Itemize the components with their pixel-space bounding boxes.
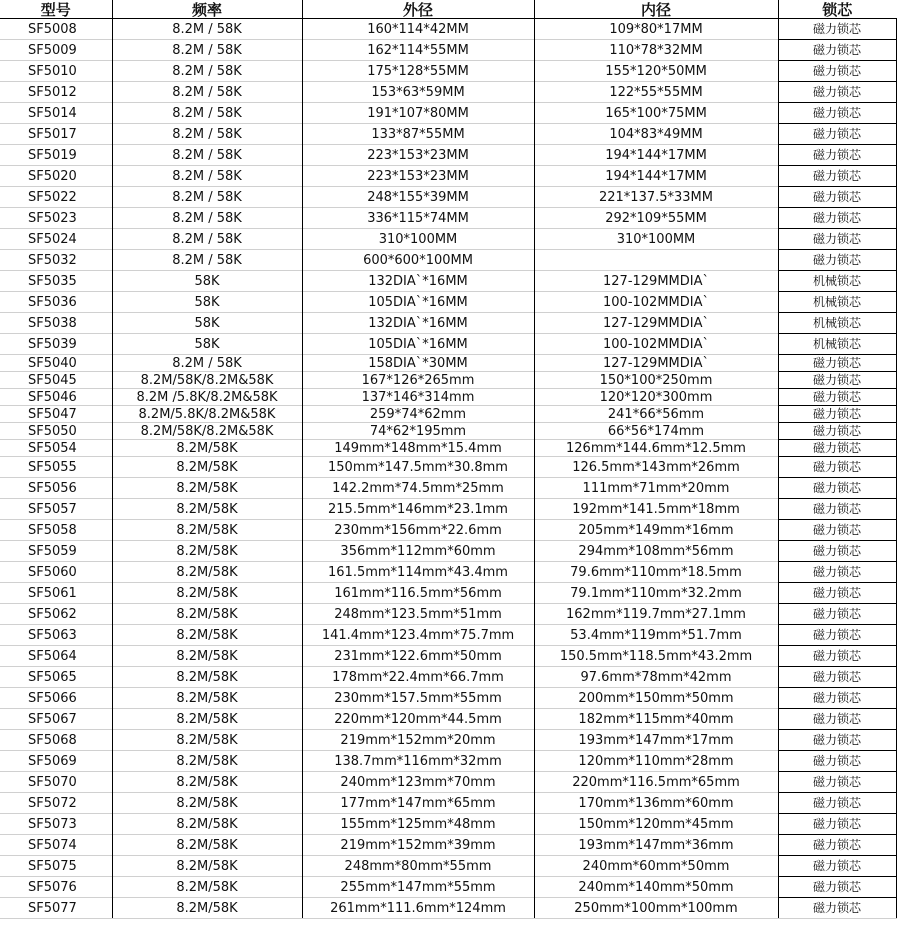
cell-frequency: 8.2M / 58K	[112, 19, 302, 40]
cell-frequency: 58K	[112, 313, 302, 334]
cell-lock-core: 磁力锁芯	[778, 499, 896, 520]
table-row	[0, 61, 896, 82]
table-row	[0, 478, 896, 499]
table-row	[0, 793, 896, 814]
cell-lock-core: 磁力锁芯	[778, 103, 896, 124]
cell-outer-dimensions: 215.5mm*146mm*23.1mm	[302, 499, 534, 520]
cell-inner-dimensions: 250mm*100mm*100mm	[534, 898, 778, 919]
cell-lock-core: 磁力锁芯	[778, 625, 896, 646]
cell-frequency: 8.2M/58K	[112, 541, 302, 562]
cell-outer-dimensions: 178mm*22.4mm*66.7mm	[302, 667, 534, 688]
cell-model: SF5060	[0, 562, 112, 583]
cell-outer-dimensions: 160*114*42MM	[302, 19, 534, 40]
cell-inner-dimensions: 170mm*136mm*60mm	[534, 793, 778, 814]
cell-model: SF5017	[0, 124, 112, 145]
table-row	[0, 604, 896, 625]
cell-lock-core: 机械锁芯	[778, 313, 896, 334]
cell-inner-dimensions: 126.5mm*143mm*26mm	[534, 457, 778, 478]
table-row	[0, 334, 896, 355]
cell-inner-dimensions: 182mm*115mm*40mm	[534, 709, 778, 730]
cell-frequency: 8.2M/58K	[112, 604, 302, 625]
cell-inner-dimensions: 126mm*144.6mm*12.5mm	[534, 440, 778, 457]
cell-outer-dimensions: 248mm*80mm*55mm	[302, 856, 534, 877]
cell-model: SF5039	[0, 334, 112, 355]
cell-frequency: 8.2M/58K/8.2M&58K	[112, 423, 302, 440]
cell-outer-dimensions: 177mm*147mm*65mm	[302, 793, 534, 814]
cell-frequency: 8.2M/58K	[112, 856, 302, 877]
cell-model: SF5074	[0, 835, 112, 856]
cell-outer-dimensions: 142.2mm*74.5mm*25mm	[302, 478, 534, 499]
table-row	[0, 406, 896, 423]
cell-outer-dimensions: 141.4mm*123.4mm*75.7mm	[302, 625, 534, 646]
cell-lock-core: 机械锁芯	[778, 292, 896, 313]
cell-lock-core: 磁力锁芯	[778, 423, 896, 440]
cell-outer-dimensions: 155mm*125mm*48mm	[302, 814, 534, 835]
cell-inner-dimensions: 221*137.5*33MM	[534, 187, 778, 208]
cell-outer-dimensions: 74*62*195mm	[302, 423, 534, 440]
cell-outer-dimensions: 191*107*80MM	[302, 103, 534, 124]
cell-outer-dimensions: 231mm*122.6mm*50mm	[302, 646, 534, 667]
table-row	[0, 814, 896, 835]
cell-inner-dimensions: 79.1mm*110mm*32.2mm	[534, 583, 778, 604]
cell-model: SF5036	[0, 292, 112, 313]
cell-lock-core: 机械锁芯	[778, 271, 896, 292]
cell-frequency: 58K	[112, 334, 302, 355]
table-row	[0, 124, 896, 145]
cell-outer-dimensions: 230mm*156mm*22.6mm	[302, 520, 534, 541]
cell-lock-core: 磁力锁芯	[778, 856, 896, 877]
cell-outer-dimensions: 158DIA`*30MM	[302, 355, 534, 372]
table-row	[0, 440, 896, 457]
cell-model: SF5069	[0, 751, 112, 772]
cell-lock-core: 磁力锁芯	[778, 19, 896, 40]
cell-lock-core: 磁力锁芯	[778, 688, 896, 709]
table-row	[0, 751, 896, 772]
cell-inner-dimensions: 241*66*56mm	[534, 406, 778, 423]
table-row	[0, 423, 896, 440]
cell-frequency: 8.2M/58K	[112, 772, 302, 793]
cell-inner-dimensions: 240mm*140mm*50mm	[534, 877, 778, 898]
cell-model: SF5061	[0, 583, 112, 604]
cell-outer-dimensions: 261mm*111.6mm*124mm	[302, 898, 534, 919]
cell-outer-dimensions: 248mm*123.5mm*51mm	[302, 604, 534, 625]
cell-lock-core: 磁力锁芯	[778, 40, 896, 61]
table-row	[0, 772, 896, 793]
table-row	[0, 730, 896, 751]
cell-frequency: 8.2M /5.8K/8.2M&58K	[112, 389, 302, 406]
cell-model: SF5038	[0, 313, 112, 334]
cell-outer-dimensions: 223*153*23MM	[302, 145, 534, 166]
cell-model: SF5063	[0, 625, 112, 646]
table-row	[0, 856, 896, 877]
cell-frequency: 8.2M/58K	[112, 520, 302, 541]
cell-lock-core: 磁力锁芯	[778, 646, 896, 667]
table-header	[0, 0, 896, 19]
cell-model: SF5064	[0, 646, 112, 667]
cell-model: SF5070	[0, 772, 112, 793]
cell-outer-dimensions: 220mm*120mm*44.5mm	[302, 709, 534, 730]
cell-lock-core: 磁力锁芯	[778, 61, 896, 82]
cell-inner-dimensions: 220mm*116.5mm*65mm	[534, 772, 778, 793]
cell-model: SF5056	[0, 478, 112, 499]
cell-inner-dimensions: 292*109*55MM	[534, 208, 778, 229]
cell-frequency: 8.2M / 58K	[112, 103, 302, 124]
cell-lock-core: 磁力锁芯	[778, 124, 896, 145]
cell-inner-dimensions: 127-129MMDIA`	[534, 355, 778, 372]
cell-frequency: 8.2M / 58K	[112, 124, 302, 145]
cell-lock-core: 磁力锁芯	[778, 406, 896, 423]
cell-model: SF5067	[0, 709, 112, 730]
cell-outer-dimensions: 255mm*147mm*55mm	[302, 877, 534, 898]
cell-outer-dimensions: 230mm*157.5mm*55mm	[302, 688, 534, 709]
cell-lock-core: 磁力锁芯	[778, 709, 896, 730]
cell-lock-core: 磁力锁芯	[778, 898, 896, 919]
table-row	[0, 898, 896, 919]
cell-frequency: 8.2M/58K	[112, 625, 302, 646]
table-row	[0, 709, 896, 730]
cell-model: SF5008	[0, 19, 112, 40]
cell-lock-core: 磁力锁芯	[778, 667, 896, 688]
cell-lock-core: 磁力锁芯	[778, 166, 896, 187]
cell-model: SF5054	[0, 440, 112, 457]
table-row	[0, 389, 896, 406]
cell-outer-dimensions: 150mm*147.5mm*30.8mm	[302, 457, 534, 478]
cell-inner-dimensions: 162mm*119.7mm*27.1mm	[534, 604, 778, 625]
cell-inner-dimensions: 294mm*108mm*56mm	[534, 541, 778, 562]
table-row	[0, 40, 896, 61]
cell-frequency: 8.2M / 58K	[112, 61, 302, 82]
cell-inner-dimensions: 122*55*55MM	[534, 82, 778, 103]
header-lock-core: 锁芯	[778, 0, 896, 19]
cell-lock-core: 磁力锁芯	[778, 877, 896, 898]
cell-inner-dimensions	[534, 250, 778, 271]
cell-outer-dimensions: 259*74*62mm	[302, 406, 534, 423]
cell-outer-dimensions: 137*146*314mm	[302, 389, 534, 406]
cell-lock-core: 磁力锁芯	[778, 389, 896, 406]
cell-frequency: 8.2M/58K	[112, 814, 302, 835]
cell-model: SF5066	[0, 688, 112, 709]
cell-model: SF5059	[0, 541, 112, 562]
cell-inner-dimensions: 127-129MMDIA`	[534, 271, 778, 292]
header-model: 型号	[0, 0, 112, 19]
cell-frequency: 8.2M/58K	[112, 440, 302, 457]
table-row	[0, 250, 896, 271]
table-row	[0, 313, 896, 334]
cell-frequency: 8.2M / 58K	[112, 250, 302, 271]
cell-model: SF5046	[0, 389, 112, 406]
cell-model: SF5047	[0, 406, 112, 423]
cell-inner-dimensions: 200mm*150mm*50mm	[534, 688, 778, 709]
header-row	[0, 0, 896, 19]
cell-lock-core: 磁力锁芯	[778, 187, 896, 208]
table-row	[0, 82, 896, 103]
cell-outer-dimensions: 162*114*55MM	[302, 40, 534, 61]
cell-model: SF5032	[0, 250, 112, 271]
cell-lock-core: 机械锁芯	[778, 334, 896, 355]
cell-outer-dimensions: 219mm*152mm*20mm	[302, 730, 534, 751]
cell-outer-dimensions: 161.5mm*114mm*43.4mm	[302, 562, 534, 583]
cell-outer-dimensions: 240mm*123mm*70mm	[302, 772, 534, 793]
cell-frequency: 8.2M/58K	[112, 478, 302, 499]
cell-model: SF5062	[0, 604, 112, 625]
cell-model: SF5065	[0, 667, 112, 688]
header-inner-dimensions: 内径	[534, 0, 778, 19]
cell-lock-core: 磁力锁芯	[778, 355, 896, 372]
table-row	[0, 667, 896, 688]
cell-model: SF5057	[0, 499, 112, 520]
table-row	[0, 625, 896, 646]
cell-frequency: 58K	[112, 292, 302, 313]
table-row	[0, 145, 896, 166]
cell-model: SF5045	[0, 372, 112, 389]
cell-inner-dimensions: 310*100MM	[534, 229, 778, 250]
cell-frequency: 8.2M / 58K	[112, 40, 302, 61]
cell-model: SF5019	[0, 145, 112, 166]
cell-inner-dimensions: 165*100*75MM	[534, 103, 778, 124]
cell-lock-core: 磁力锁芯	[778, 145, 896, 166]
cell-frequency: 8.2M/58K	[112, 457, 302, 478]
cell-lock-core: 磁力锁芯	[778, 372, 896, 389]
cell-lock-core: 磁力锁芯	[778, 520, 896, 541]
cell-inner-dimensions: 192mm*141.5mm*18mm	[534, 499, 778, 520]
cell-outer-dimensions: 132DIA`*16MM	[302, 271, 534, 292]
cell-frequency: 8.2M/58K	[112, 709, 302, 730]
cell-inner-dimensions: 53.4mm*119mm*51.7mm	[534, 625, 778, 646]
cell-inner-dimensions: 120*120*300mm	[534, 389, 778, 406]
cell-outer-dimensions: 153*63*59MM	[302, 82, 534, 103]
cell-frequency: 8.2M/5.8K/8.2M&58K	[112, 406, 302, 423]
cell-outer-dimensions: 133*87*55MM	[302, 124, 534, 145]
table-row	[0, 877, 896, 898]
cell-model: SF5050	[0, 423, 112, 440]
cell-model: SF5040	[0, 355, 112, 372]
cell-outer-dimensions: 161mm*116.5mm*56mm	[302, 583, 534, 604]
cell-inner-dimensions: 111mm*71mm*20mm	[534, 478, 778, 499]
table-row	[0, 208, 896, 229]
cell-inner-dimensions: 155*120*50MM	[534, 61, 778, 82]
cell-frequency: 8.2M/58K	[112, 646, 302, 667]
cell-model: SF5035	[0, 271, 112, 292]
table-body	[0, 19, 896, 919]
cell-model: SF5075	[0, 856, 112, 877]
cell-inner-dimensions: 109*80*17MM	[534, 19, 778, 40]
cell-frequency: 8.2M / 58K	[112, 208, 302, 229]
cell-outer-dimensions: 149mm*148mm*15.4mm	[302, 440, 534, 457]
cell-outer-dimensions: 600*600*100MM	[302, 250, 534, 271]
cell-model: SF5010	[0, 61, 112, 82]
table-row	[0, 19, 896, 40]
cell-model: SF5058	[0, 520, 112, 541]
cell-lock-core: 磁力锁芯	[778, 82, 896, 103]
table-row	[0, 499, 896, 520]
cell-inner-dimensions: 120mm*110mm*28mm	[534, 751, 778, 772]
cell-inner-dimensions: 150*100*250mm	[534, 372, 778, 389]
table-row	[0, 166, 896, 187]
cell-frequency: 58K	[112, 271, 302, 292]
table-row	[0, 103, 896, 124]
cell-lock-core: 磁力锁芯	[778, 583, 896, 604]
cell-frequency: 8.2M/58K	[112, 730, 302, 751]
cell-outer-dimensions: 105DIA`*16MM	[302, 334, 534, 355]
cell-outer-dimensions: 132DIA`*16MM	[302, 313, 534, 334]
cell-outer-dimensions: 105DIA`*16MM	[302, 292, 534, 313]
cell-lock-core: 磁力锁芯	[778, 751, 896, 772]
cell-frequency: 8.2M / 58K	[112, 82, 302, 103]
cell-outer-dimensions: 336*115*74MM	[302, 208, 534, 229]
cell-frequency: 8.2M / 58K	[112, 229, 302, 250]
cell-inner-dimensions: 150mm*120mm*45mm	[534, 814, 778, 835]
cell-lock-core: 磁力锁芯	[778, 541, 896, 562]
cell-frequency: 8.2M/58K	[112, 688, 302, 709]
cell-model: SF5012	[0, 82, 112, 103]
cell-inner-dimensions: 79.6mm*110mm*18.5mm	[534, 562, 778, 583]
table-row	[0, 355, 896, 372]
cell-outer-dimensions: 219mm*152mm*39mm	[302, 835, 534, 856]
table-row	[0, 187, 896, 208]
cell-outer-dimensions: 138.7mm*116mm*32mm	[302, 751, 534, 772]
table-row	[0, 583, 896, 604]
cell-model: SF5076	[0, 877, 112, 898]
cell-model: SF5009	[0, 40, 112, 61]
cell-frequency: 8.2M / 58K	[112, 187, 302, 208]
table-row	[0, 229, 896, 250]
cell-frequency: 8.2M / 58K	[112, 145, 302, 166]
cell-lock-core: 磁力锁芯	[778, 250, 896, 271]
cell-frequency: 8.2M/58K	[112, 793, 302, 814]
cell-frequency: 8.2M / 58K	[112, 166, 302, 187]
table-row	[0, 541, 896, 562]
cell-inner-dimensions: 150.5mm*118.5mm*43.2mm	[534, 646, 778, 667]
cell-lock-core: 磁力锁芯	[778, 814, 896, 835]
cell-lock-core: 磁力锁芯	[778, 772, 896, 793]
cell-inner-dimensions: 110*78*32MM	[534, 40, 778, 61]
cell-frequency: 8.2M/58K	[112, 877, 302, 898]
table-row	[0, 688, 896, 709]
cell-outer-dimensions: 223*153*23MM	[302, 166, 534, 187]
table-row	[0, 562, 896, 583]
cell-inner-dimensions: 100-102MMDIA`	[534, 292, 778, 313]
table-row	[0, 520, 896, 541]
cell-model: SF5020	[0, 166, 112, 187]
table-row	[0, 372, 896, 389]
cell-lock-core: 磁力锁芯	[778, 478, 896, 499]
table-row	[0, 646, 896, 667]
cell-inner-dimensions: 66*56*174mm	[534, 423, 778, 440]
cell-inner-dimensions: 193mm*147mm*36mm	[534, 835, 778, 856]
cell-outer-dimensions: 175*128*55MM	[302, 61, 534, 82]
cell-model: SF5073	[0, 814, 112, 835]
cell-model: SF5023	[0, 208, 112, 229]
cell-frequency: 8.2M/58K	[112, 898, 302, 919]
cell-frequency: 8.2M/58K/8.2M&58K	[112, 372, 302, 389]
cell-frequency: 8.2M/58K	[112, 499, 302, 520]
cell-inner-dimensions: 97.6mm*78mm*42mm	[534, 667, 778, 688]
table-row	[0, 835, 896, 856]
header-frequency: 频率	[112, 0, 302, 19]
cell-inner-dimensions: 127-129MMDIA`	[534, 313, 778, 334]
cell-lock-core: 磁力锁芯	[778, 604, 896, 625]
cell-model: SF5077	[0, 898, 112, 919]
cell-inner-dimensions: 194*144*17MM	[534, 166, 778, 187]
cell-lock-core: 磁力锁芯	[778, 457, 896, 478]
cell-inner-dimensions: 104*83*49MM	[534, 124, 778, 145]
cell-model: SF5068	[0, 730, 112, 751]
cell-lock-core: 磁力锁芯	[778, 562, 896, 583]
cell-frequency: 8.2M/58K	[112, 751, 302, 772]
cell-lock-core: 磁力锁芯	[778, 730, 896, 751]
cell-model: SF5022	[0, 187, 112, 208]
cell-inner-dimensions: 205mm*149mm*16mm	[534, 520, 778, 541]
cell-lock-core: 磁力锁芯	[778, 793, 896, 814]
cell-outer-dimensions: 248*155*39MM	[302, 187, 534, 208]
table-row	[0, 457, 896, 478]
cell-inner-dimensions: 100-102MMDIA`	[534, 334, 778, 355]
cell-outer-dimensions: 356mm*112mm*60mm	[302, 541, 534, 562]
cell-lock-core: 磁力锁芯	[778, 208, 896, 229]
header-outer-dimensions: 外径	[302, 0, 534, 19]
cell-lock-core: 磁力锁芯	[778, 440, 896, 457]
cell-lock-core: 磁力锁芯	[778, 835, 896, 856]
cell-inner-dimensions: 193mm*147mm*17mm	[534, 730, 778, 751]
cell-model: SF5072	[0, 793, 112, 814]
cell-model: SF5014	[0, 103, 112, 124]
cell-lock-core: 磁力锁芯	[778, 229, 896, 250]
cell-inner-dimensions: 194*144*17MM	[534, 145, 778, 166]
cell-frequency: 8.2M/58K	[112, 667, 302, 688]
table-row	[0, 292, 896, 313]
cell-model: SF5024	[0, 229, 112, 250]
cell-frequency: 8.2M/58K	[112, 835, 302, 856]
cell-frequency: 8.2M / 58K	[112, 355, 302, 372]
cell-frequency: 8.2M/58K	[112, 583, 302, 604]
cell-frequency: 8.2M/58K	[112, 562, 302, 583]
cell-model: SF5055	[0, 457, 112, 478]
table-row	[0, 271, 896, 292]
cell-outer-dimensions: 310*100MM	[302, 229, 534, 250]
cell-outer-dimensions: 167*126*265mm	[302, 372, 534, 389]
cell-inner-dimensions: 240mm*60mm*50mm	[534, 856, 778, 877]
